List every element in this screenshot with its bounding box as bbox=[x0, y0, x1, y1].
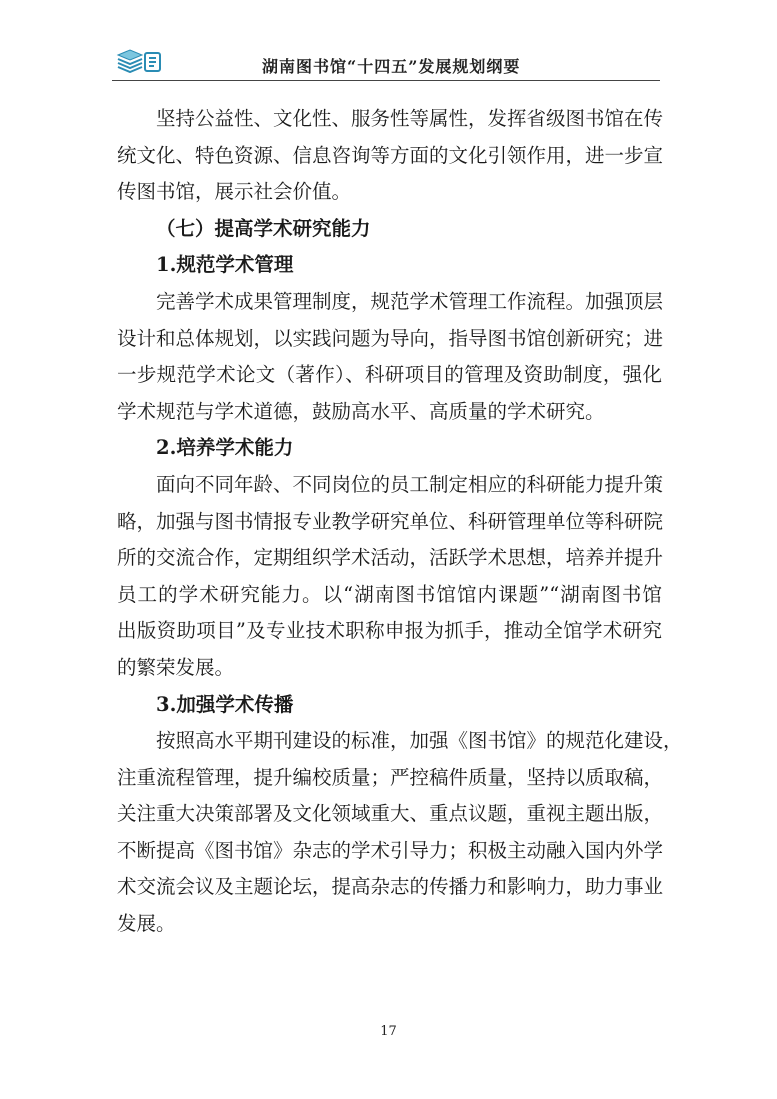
header-divider bbox=[112, 80, 660, 81]
text-line: 略，加强与图书情报专业教学研究单位、科研管理单位等科研院 bbox=[117, 509, 664, 533]
text-line: 设计和总体规划，以实践问题为导向，指导图书馆创新研究；进 bbox=[117, 326, 664, 350]
text-line: 员工的学术研究能力。以“湖南图书馆馆内课题”“湖南图书馆 bbox=[117, 582, 662, 606]
text-line: 传图书馆，展示社会价值。 bbox=[117, 180, 352, 204]
subsection-heading: 3.加强学术传播 bbox=[156, 692, 294, 716]
text-line: 按照高水平期刊建设的标准，加强《图书馆》的规范化建设， bbox=[156, 729, 683, 753]
header-title: 湖南图书馆“十四五”发展规划纲要 bbox=[262, 57, 521, 76]
text-line: 术交流会议及主题论坛，提高杂志的传播力和影响力，助力事业 bbox=[117, 875, 664, 899]
text-line: 出版资助项目”及专业技术职称申报为抓手，推动全馆学术研究 bbox=[117, 619, 662, 643]
text-line: 不断提高《图书馆》杂志的学术引导力；积极主动融入国内外学 bbox=[117, 838, 664, 862]
section-heading: （七）提高学术研究能力 bbox=[156, 216, 371, 240]
text-line: 注重流程管理，提升编校质量；严控稿件质量，坚持以质取稿， bbox=[117, 765, 664, 789]
text-line: 学术规范与学术道德，鼓励高水平、高质量的学术研究。 bbox=[117, 399, 605, 423]
text-line: 发展。 bbox=[117, 912, 176, 936]
library-book-logo-icon bbox=[116, 49, 162, 73]
subsection-heading: 2.培养学术能力 bbox=[156, 436, 294, 460]
subsection-heading: 1.规范学术管理 bbox=[156, 253, 294, 277]
text-line: 完善学术成果管理制度，规范学术管理工作流程。加强顶层 bbox=[156, 289, 664, 313]
page-number: 17 bbox=[380, 1024, 397, 1039]
text-line: 一步规范学术论文（著作）、科研项目的管理及资助制度，强化 bbox=[117, 363, 662, 387]
text-line: 面向不同年龄、不同岗位的员工制定相应的科研能力提升策 bbox=[156, 472, 664, 496]
text-line: 坚持公益性、文化性、服务性等属性，发挥省级图书馆在传 bbox=[156, 107, 664, 130]
text-line: 的繁荣发展。 bbox=[117, 655, 235, 679]
text-line: 所的交流合作，定期组织学术活动，活跃学术思想，培养并提升 bbox=[117, 546, 664, 570]
document-body bbox=[117, 101, 683, 943]
text-line: 关注重大决策部署及文化领域重大、重点议题，重视主题出版， bbox=[117, 802, 664, 826]
page-header bbox=[112, 44, 660, 80]
paragraph bbox=[117, 101, 662, 138]
text-line: 统文化、特色资源、信息咨询等方面的文化引领作用，进一步宣 bbox=[117, 143, 664, 167]
